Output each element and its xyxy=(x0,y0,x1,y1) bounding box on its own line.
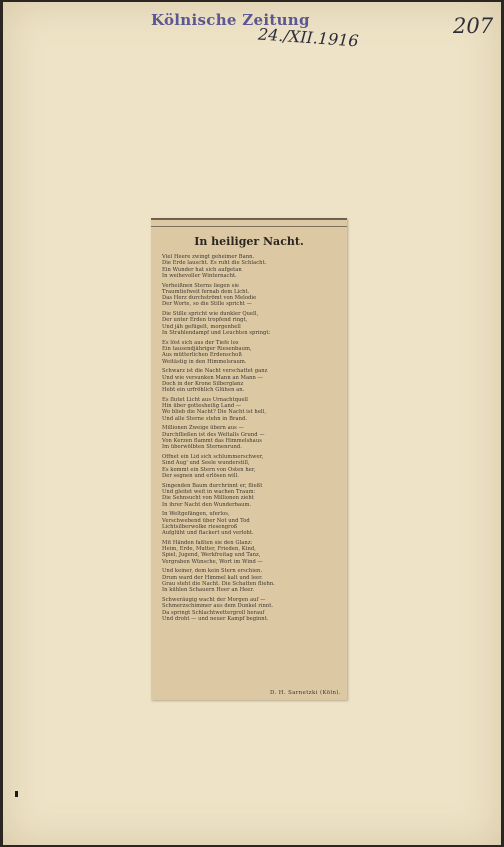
poem-line: In kühlen Schauern Heer an Heer. xyxy=(162,587,255,594)
poem-line: Doch in der Krone Silberglanz xyxy=(162,380,244,387)
poem-line: Grau steht die Nacht. Die Schatten fliehn. xyxy=(162,580,275,587)
poem-stanza xyxy=(162,483,341,508)
poem-line: In Weltgefängen, uferlos, xyxy=(162,511,230,518)
handwritten-page-number: 207 xyxy=(453,14,494,38)
poem-line: Die Sehnsucht von Millionen zieht xyxy=(162,495,254,502)
poem-line: Verheißnen Sterns liegen sie xyxy=(162,282,240,289)
poem-stanza xyxy=(162,283,341,308)
poem-line: Von Kerzen flammt das Himmelshaus xyxy=(162,438,262,445)
poem-line: Ein tausendjähriger Riesenbaum, xyxy=(162,346,252,353)
poem-line: Weitästig in den Himmelsraum. xyxy=(162,358,247,365)
clipping-rule xyxy=(151,222,347,227)
poem-line: Singenden Baum durchrinnt er, fließt xyxy=(162,482,263,489)
poem-stanza xyxy=(162,340,341,365)
poem-line: Millionen Zweige übern aus — xyxy=(162,425,244,432)
poem-line: In ihrer Nacht den Wunderbaum. xyxy=(162,501,252,508)
poem-stanza xyxy=(162,540,341,565)
poem-stanza xyxy=(162,597,341,622)
poem-author: D. H. Sarnetzki (Köln). xyxy=(270,690,341,696)
poem-line: Hin über gottesheilig Land — xyxy=(162,403,242,410)
poem-line: Und keiner, dem kein Stern erschien. xyxy=(162,568,263,575)
poem-line: Schmerzschimmer aus dem Dunkel rinnt. xyxy=(162,603,274,610)
poem-line: In weihevoller Winternacht. xyxy=(162,272,237,279)
poem-line: Da springt Schlachtwettergroll herauf xyxy=(162,609,265,616)
poem-line: Und droht — und neuer Kampf beginnt. xyxy=(162,615,269,622)
poem-line: Spiel, Jugend, Werkfreitag und Tanz, xyxy=(162,552,261,559)
poem-stanza xyxy=(162,454,341,479)
newspaper-clipping xyxy=(151,218,347,700)
poem-line: Traumtiefweit fernab dem Licht. xyxy=(162,288,250,295)
poem-line: Es flutet Licht aus Urnachtquell xyxy=(162,396,249,403)
poem-title: In heiliger Nacht. xyxy=(194,235,304,248)
poem-line: Und wie versunken Mann an Mann — xyxy=(162,374,263,381)
poem-stanza xyxy=(162,568,341,593)
poem-line: Viel Heere zwingt geheimer Bann. xyxy=(162,254,255,260)
poem-line: Die Erde lauscht. Es ruht die Schlacht. xyxy=(162,260,267,267)
poem-line: Und gleitet weit in wachen Traum: xyxy=(162,488,256,495)
poem-line: Es kommt ein Stern von Osten her, xyxy=(162,466,256,473)
poem-line: Schwarz ist die Nacht verschattet ganz xyxy=(162,368,268,375)
poem-line: Der segnen und erlösen will. xyxy=(162,472,239,479)
poem-line: Heim, Erde, Mutter, Frieden, Kind, xyxy=(162,546,256,553)
handwritten-date: 24./XII.1916 xyxy=(257,24,360,51)
poem-line: Es löst sich aus der Tiefe los xyxy=(162,339,239,346)
poem-line: Durchfließen ist des Weltalls Grund — xyxy=(162,431,265,438)
poem-line: Drum ward der Himmel kalt und leer. xyxy=(162,574,263,581)
poem-line: Im überwölbten Sternenrund. xyxy=(162,444,242,451)
poem-line: Sind Aug' und Seele wunderstill, xyxy=(162,460,250,467)
poem-stanza xyxy=(162,397,341,422)
poem-line: Und jäh gefügelt, morgenhell xyxy=(162,323,241,330)
poem-line: Der unter Erden tropfend ringt, xyxy=(162,317,248,324)
poem-line: Aufglüht und flackert und verloht. xyxy=(162,530,254,537)
poem-stanza xyxy=(162,311,341,336)
poem-line: Ein Wunder hat sich aufgetan xyxy=(162,266,242,273)
poem-line: Verschwebend über Not und Tod xyxy=(162,517,250,524)
poem-stanza xyxy=(162,511,341,536)
poem-line: Die Stille spricht wie dunkler Quell, xyxy=(162,311,259,318)
poem-line: Der Worte, so die Stille spricht — xyxy=(162,301,252,308)
margin-mark xyxy=(15,791,18,797)
poem-line: In Strahlendampf und Leuchten springt: xyxy=(162,330,271,337)
poem-line: Wo blieb die Nacht? Die Nacht ist hell, xyxy=(162,409,267,416)
poem-stanza xyxy=(162,425,341,450)
poem-line: Hebt ein urfröhlich Glühen an. xyxy=(162,387,245,394)
poem-line: Schweräugig wacht der Morgen auf — xyxy=(162,596,266,603)
archive-page xyxy=(3,2,501,845)
poem-line: Das Herz durchströmt von Melodie xyxy=(162,295,257,302)
poem-line: Lichtsilberwolke riesengroß xyxy=(162,523,238,530)
newspaper-stamp: Kölnische Zeitung xyxy=(151,11,310,29)
poem-line: Mit Händen faßten sie den Glanz: xyxy=(162,539,253,546)
poem-stanza xyxy=(162,254,341,279)
poem-stanza xyxy=(162,368,341,393)
poem-line: Aus mütterlichen Erdenschoß xyxy=(162,352,242,359)
poem-body xyxy=(151,254,347,622)
poem-line: Offnet ein Lid sich schlummerschwer, xyxy=(162,454,264,461)
poem-line: Vergraben Wünsche, Wort im Wind — xyxy=(162,558,263,565)
poem-line: Und alle Sterne stehn in Brand. xyxy=(162,415,248,422)
